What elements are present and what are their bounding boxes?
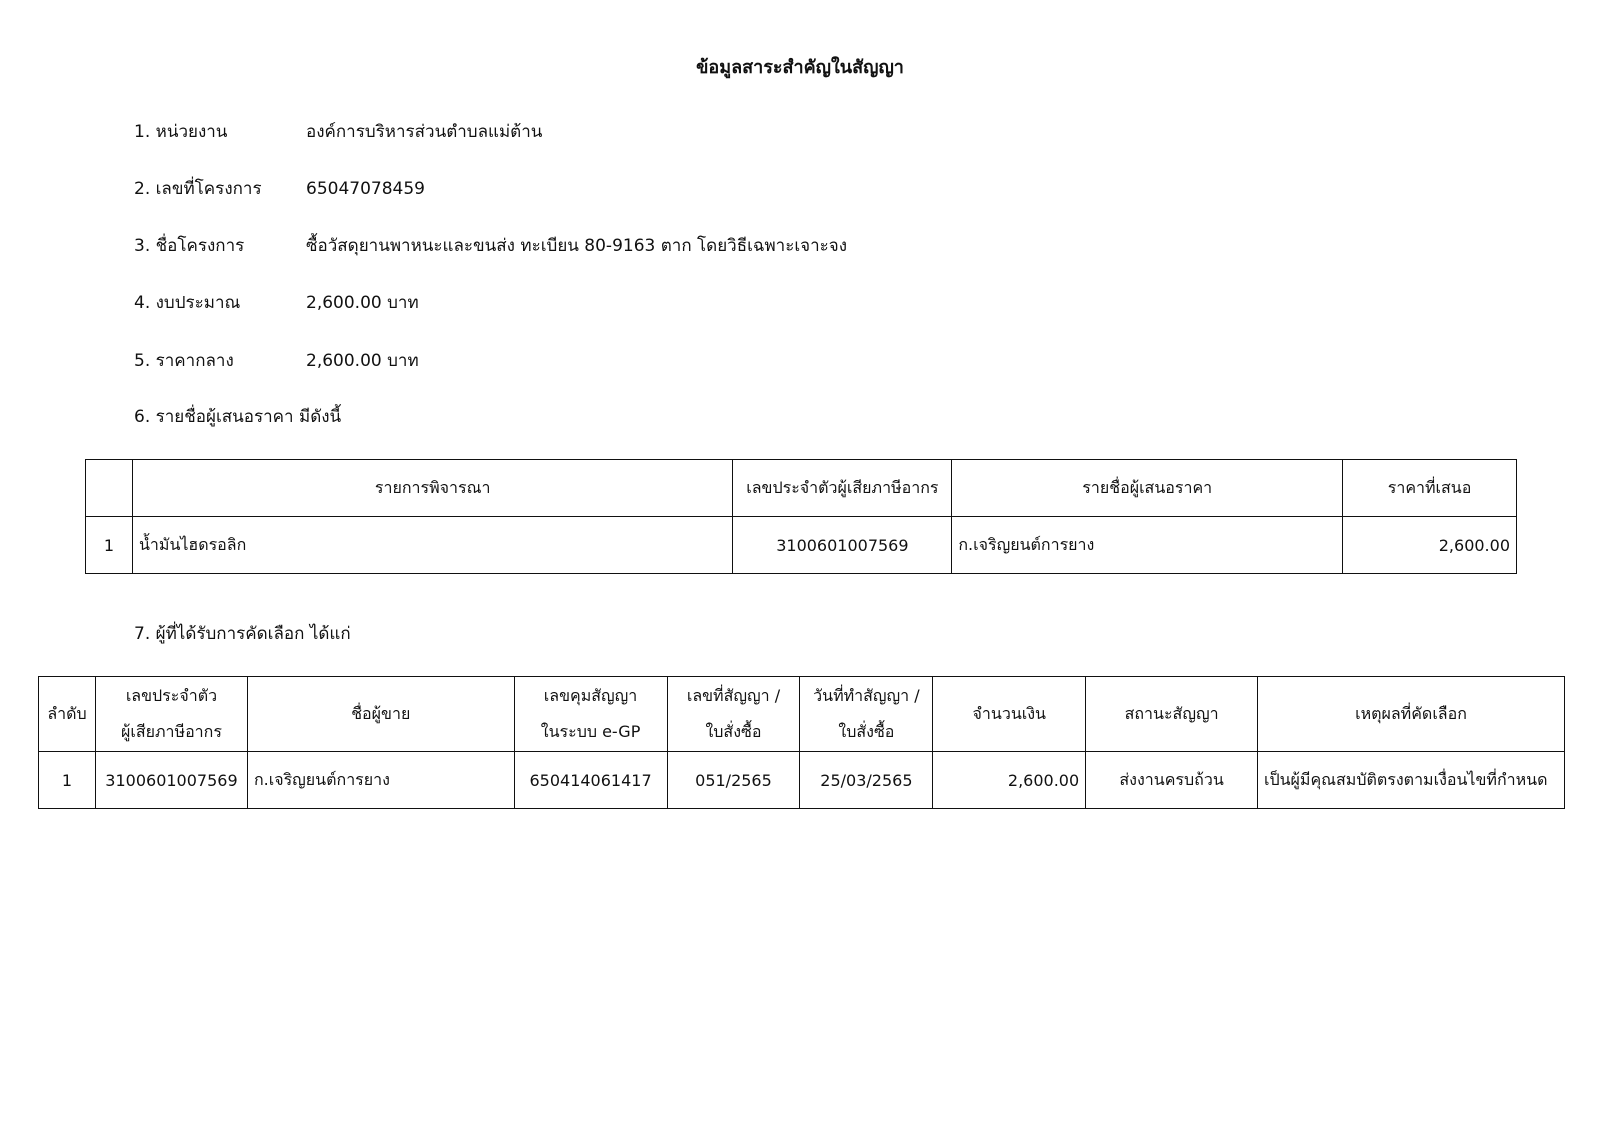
winners-header-control-no [514, 677, 667, 752]
winners-header-contract-date-line2: ใบสั่งซื้อ [838, 722, 895, 741]
field-project-name-value: ซื้อวัสดุยานพาหนะและขนส่ง ทะเบียน 80-9163 ตาก โดยวิธีเฉพาะเจาะจง [306, 236, 848, 256]
winners-header-control-no-line2: ในระบบ e-GP [540, 722, 641, 741]
bidders-cell-bidder: ก.เจริญยนต์การยาง [952, 517, 1343, 574]
table-row [39, 752, 1565, 809]
field-budget [134, 291, 419, 315]
field-project-number [134, 177, 425, 201]
winners-header-reason: เหตุผลที่คัดเลือก [1257, 677, 1564, 752]
winners-cell-reason: เป็นผู้มีคุณสมบัติตรงตามเงื่อนไขที่กำหนด [1257, 752, 1564, 809]
winners-header-status: สถานะสัญญา [1086, 677, 1258, 752]
winners-header-contract-date [800, 677, 933, 752]
bidders-header-index [86, 460, 133, 517]
bidders-header-bidder: รายชื่อผู้เสนอราคา [952, 460, 1343, 517]
winners-header-tax-id [95, 677, 247, 752]
bidders-header-price: ราคาที่เสนอ [1343, 460, 1517, 517]
bidders-table [85, 459, 1517, 574]
document-title: ข้อมูลสาระสำคัญในสัญญา [696, 57, 904, 78]
winners-cell-seller: ก.เจริญยนต์การยาง [247, 752, 514, 809]
winners-section-label: 7. ผู้ที่ได้รับการคัดเลือก ได้แก่ [134, 624, 351, 644]
bidders-cell-tax-id: 3100601007569 [733, 517, 952, 574]
winners-header-contract-no-line1: เลขที่สัญญา / [686, 686, 781, 705]
field-median-price [134, 349, 419, 373]
winners-cell-status: ส่งงานครบถ้วน [1086, 752, 1258, 809]
winners-cell-control-no: 650414061417 [514, 752, 667, 809]
winners-header-seller: ชื่อผู้ขาย [247, 677, 514, 752]
field-project-name [134, 234, 847, 258]
bidders-header-row [86, 460, 1517, 517]
table-row [86, 517, 1517, 574]
field-median-price-value: 2,600.00 บาท [306, 351, 419, 371]
winners-header-tax-id-line2: ผู้เสียภาษีอากร [121, 722, 222, 741]
winners-cell-contract-no: 051/2565 [667, 752, 800, 809]
field-agency-value: องค์การบริหารส่วนตำบลแม่ต้าน [306, 122, 543, 142]
field-agency-label: 1. หน่วยงาน [134, 122, 228, 142]
winners-header-seq: ลำดับ [39, 677, 96, 752]
bidders-header-tax-id: เลขประจำตัวผู้เสียภาษีอากร [733, 460, 952, 517]
bidders-section-label: 6. รายชื่อผู้เสนอราคา มีดังนี้ [134, 407, 342, 427]
field-project-number-label: 2. เลขที่โครงการ [134, 179, 262, 199]
winners-header-row [39, 677, 1565, 752]
winners-header-control-no-line1: เลขคุมสัญญา [543, 686, 638, 705]
winners-header-contract-no [667, 677, 800, 752]
winners-cell-seq: 1 [39, 752, 96, 809]
field-budget-value: 2,600.00 บาท [306, 293, 419, 313]
field-median-price-label: 5. ราคากลาง [134, 351, 234, 371]
bidders-cell-price: 2,600.00 [1343, 517, 1517, 574]
winners-table [38, 676, 1565, 809]
bidders-cell-index: 1 [86, 517, 133, 574]
winners-cell-contract-date: 25/03/2565 [800, 752, 933, 809]
field-agency [134, 120, 542, 144]
winners-cell-amount: 2,600.00 [933, 752, 1086, 809]
field-project-number-value: 65047078459 [306, 179, 425, 199]
bidders-header-item: รายการพิจารณา [132, 460, 732, 517]
bidders-cell-item: น้ำมันไฮดรอลิก [132, 517, 732, 574]
winners-header-tax-id-line1: เลขประจำตัว [125, 686, 218, 705]
winners-header-contract-no-line2: ใบสั่งซื้อ [705, 722, 762, 741]
field-budget-label: 4. งบประมาณ [134, 293, 241, 313]
winners-header-contract-date-line1: วันที่ทำสัญญา / [813, 686, 920, 705]
winners-cell-tax-id: 3100601007569 [95, 752, 247, 809]
field-project-name-label: 3. ชื่อโครงการ [134, 236, 245, 256]
winners-header-amount: จำนวนเงิน [933, 677, 1086, 752]
